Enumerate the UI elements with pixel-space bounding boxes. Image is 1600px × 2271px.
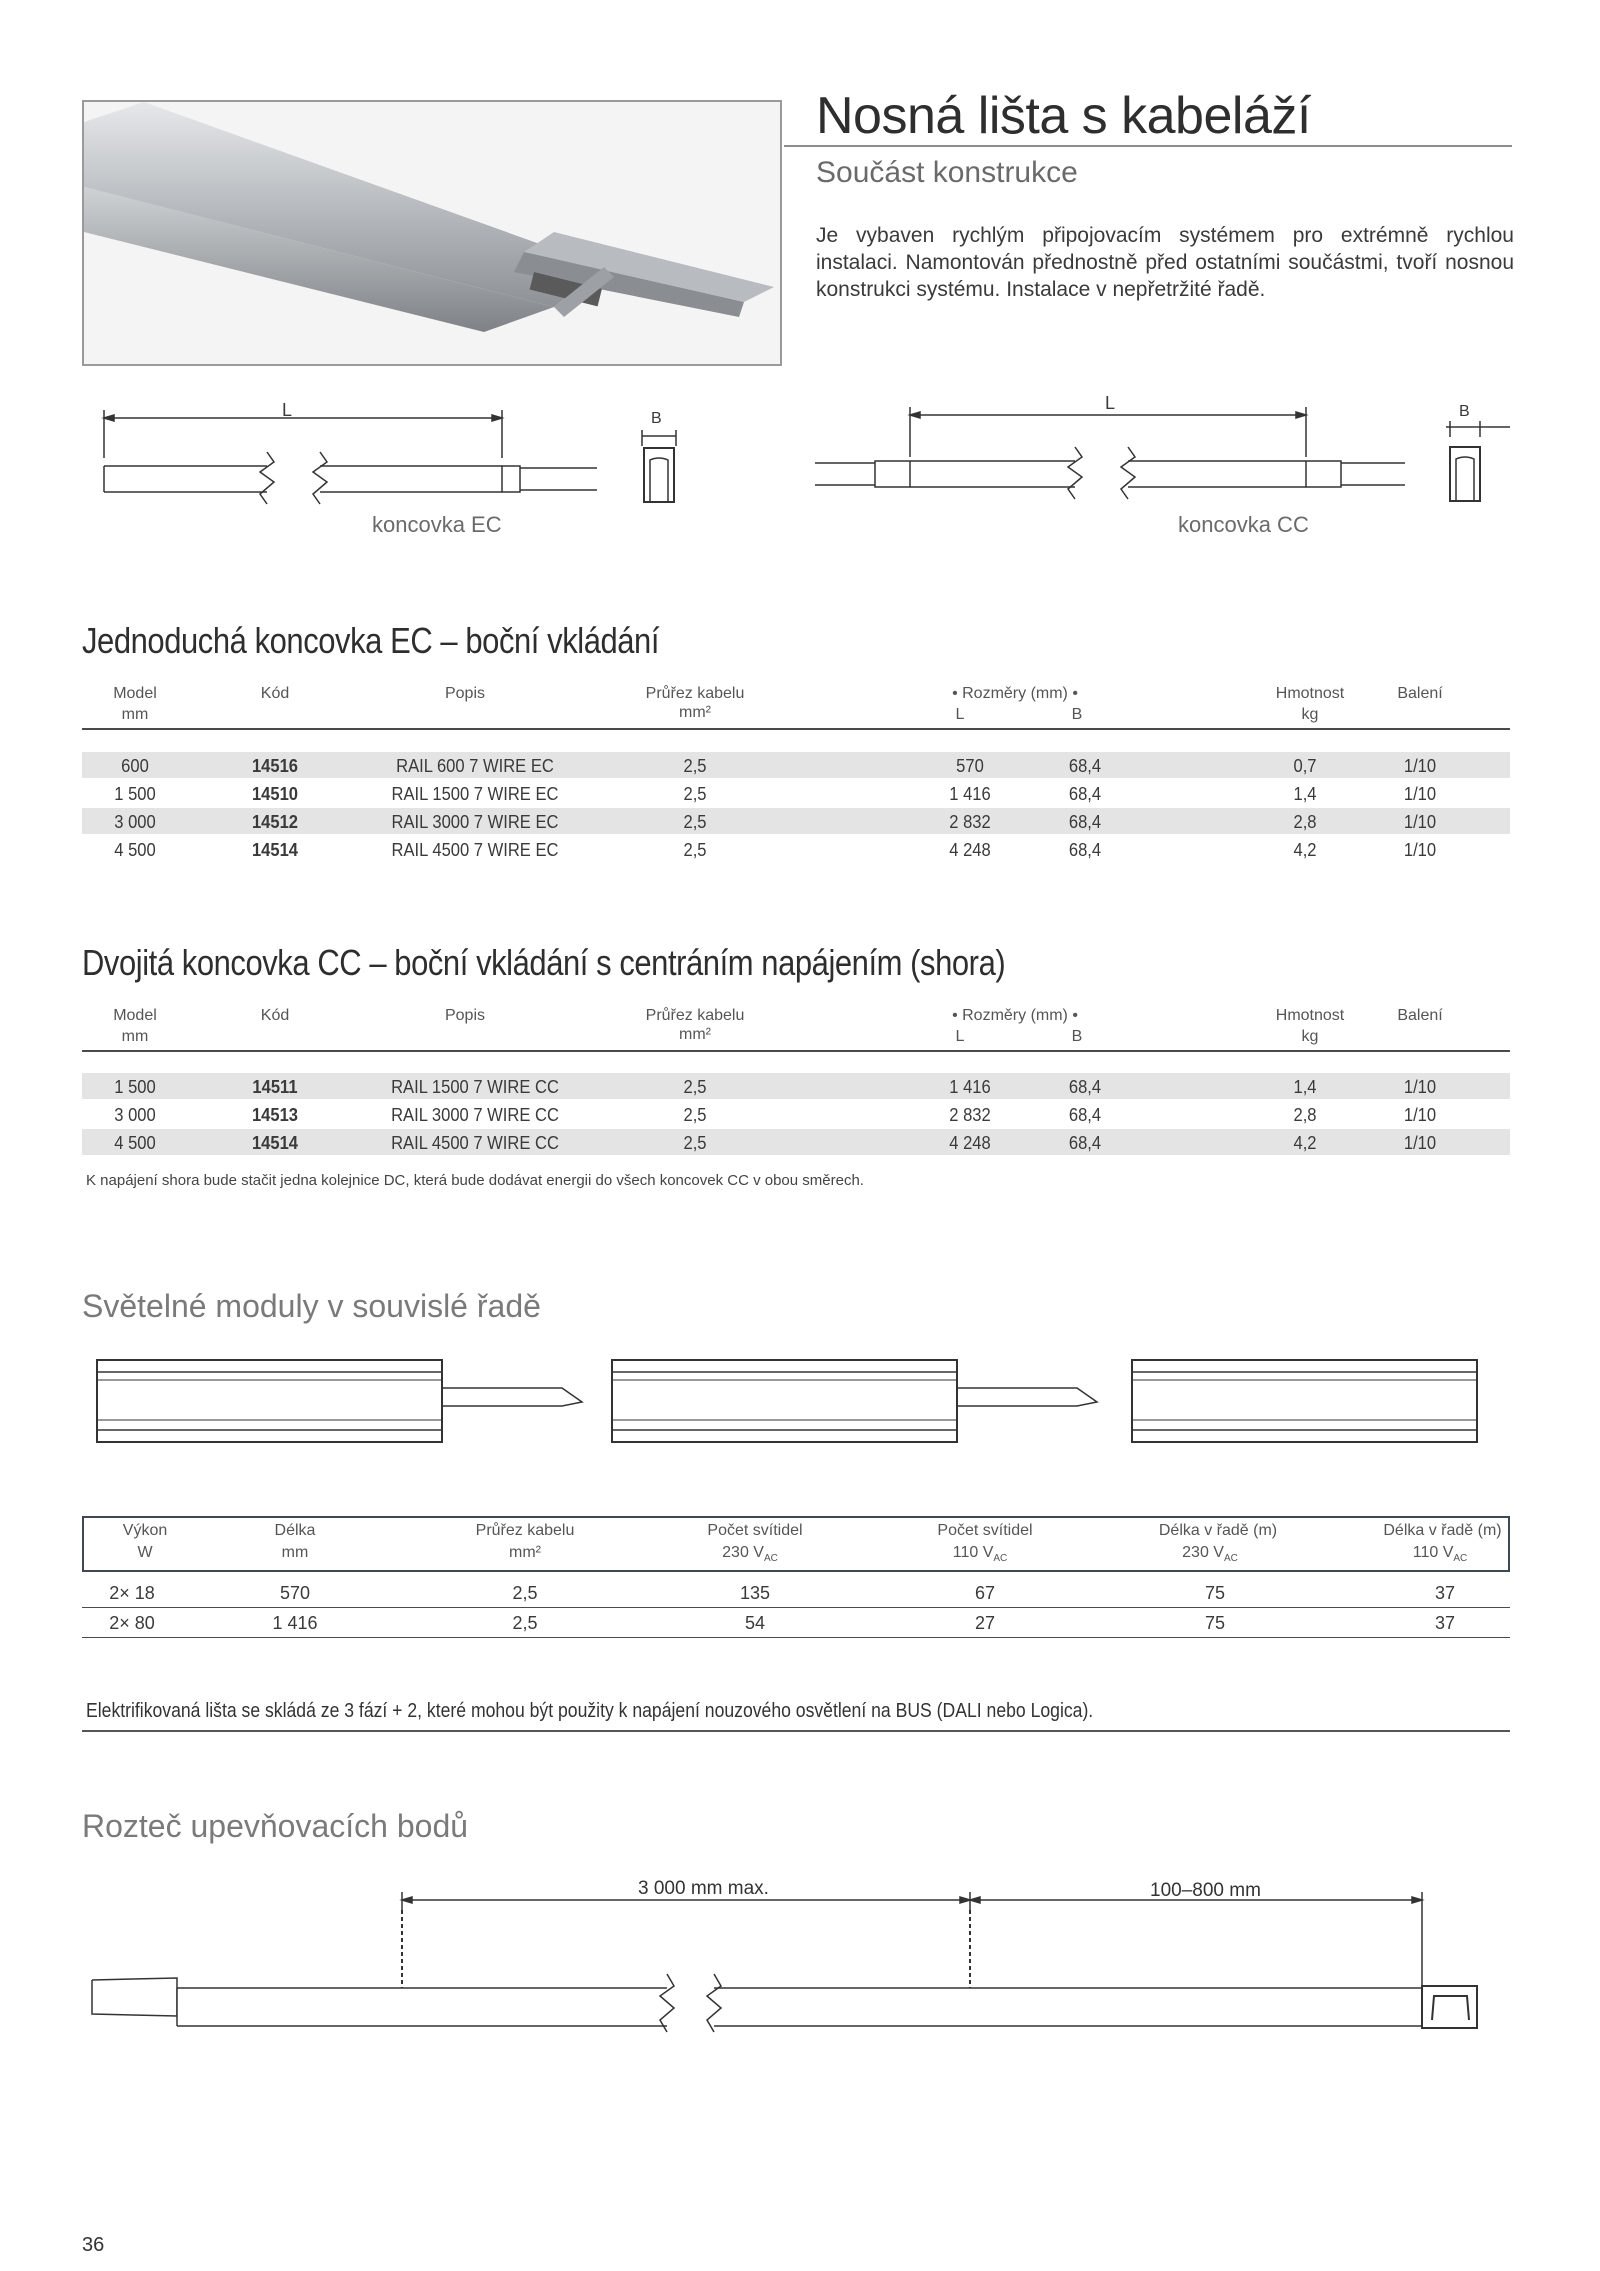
table-row: 600 14516 RAIL 600 7 WIRE EC 2,5 570 68,4 0,7 1/10 xyxy=(82,752,1510,778)
modules-diagram xyxy=(82,1358,1512,1448)
cc-end-label: koncovka CC xyxy=(1178,512,1309,537)
title-divider xyxy=(784,145,1512,147)
table-row: 3 000 14512 RAIL 3000 7 WIRE EC 2,5 2 832 68,4 2,8 1/10 xyxy=(82,808,1510,834)
ec-dim-B-label: B xyxy=(651,410,662,427)
spacing-dim-max: 3 000 mm max. xyxy=(638,1878,769,1899)
ec-end-label: koncovka EC xyxy=(372,512,502,537)
spacing-title: Rozteč upevňovacích bodů xyxy=(82,1808,469,1844)
page-title: Nosná lišta s kabeláží xyxy=(816,87,1311,145)
table-row: 2× 80 1 416 2,5 54 27 75 37 xyxy=(82,1608,1510,1638)
table-row: 2× 18 570 2,5 135 67 75 37 xyxy=(82,1578,1510,1608)
table-row: 4 500 14514 RAIL 4500 7 WIRE EC 2,5 4 248 68,4 4,2 1/10 xyxy=(114,840,1437,860)
cc-table-title: Dvojitá koncovka CC – boční vkládání s centráním napájením (shora) xyxy=(82,942,1006,983)
ec-dimension-diagram xyxy=(82,400,702,520)
spacing-dim-range: 100–800 mm xyxy=(1150,1880,1261,1901)
cc-dimension-diagram xyxy=(810,395,1530,515)
ec-table-header-rule xyxy=(82,728,1510,730)
table-row: 1 500 14511 RAIL 1500 7 WIRE CC 2,5 1 416 68,4 1,4 1/10 xyxy=(82,1073,1510,1099)
product-description: Je vybaven rychlým připojovacím systémem pro extrémně rychlou instalaci. Namontován přednostně před ostatními součástmi, tvoří nosnou konstrukci systému. Instalace v nepřetržité řadě. xyxy=(816,224,1514,301)
table-row: 4 500 14514 RAIL 4500 7 WIRE CC 2,5 4 248 68,4 4,2 1/10 xyxy=(82,1129,1510,1155)
cc-dim-L-label: L xyxy=(1105,393,1116,413)
page-number: 36 xyxy=(82,2234,105,2256)
modules-title: Světelné moduly v souvislé řadě xyxy=(82,1288,541,1324)
modules-note: Elektrifikovaná lišta se skládá ze 3 fází + 2, které mohou být použity k napájení nouzového osvětlení na BUS (DALI nebo Logica). xyxy=(86,1700,1094,1722)
ec-dim-L-label: L xyxy=(282,400,293,420)
product-photo xyxy=(82,100,782,366)
cc-table-header-rule xyxy=(82,1050,1510,1052)
page-subtitle: Součást konstrukce xyxy=(816,156,1078,189)
spacing-diagram xyxy=(82,1870,1522,2070)
cc-table-note: K napájení shora bude stačit jedna kolejnice DC, která bude dodávat energii do všech koncovek CC v obou směrech. xyxy=(86,1172,864,1189)
rail-photo-illustration xyxy=(84,102,782,366)
cc-dim-B-label: B xyxy=(1459,403,1470,420)
table-row: 1 500 14510 RAIL 1500 7 WIRE EC 2,5 1 416 68,4 1,4 1/10 xyxy=(114,784,1437,804)
ec-table-title: Jednoduchá koncovka EC – boční vkládání xyxy=(82,620,660,661)
table-row: 3 000 14513 RAIL 3000 7 WIRE CC 2,5 2 832 68,4 2,8 1/10 xyxy=(114,1105,1437,1125)
modules-note-rule xyxy=(82,1730,1510,1732)
